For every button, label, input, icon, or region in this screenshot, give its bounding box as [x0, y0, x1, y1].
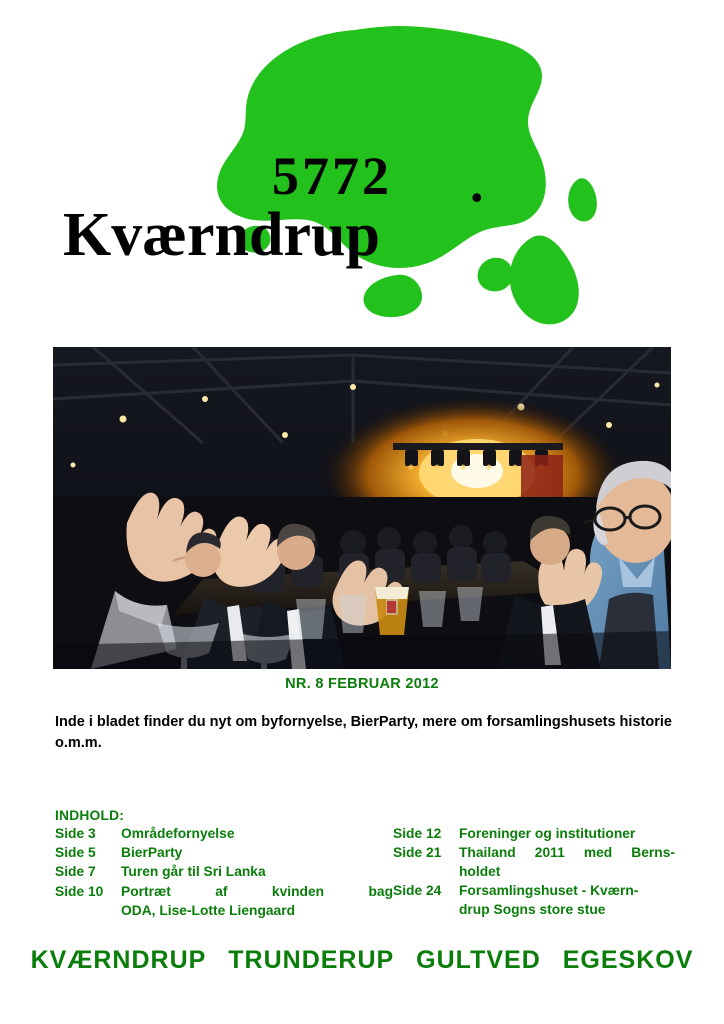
cover-photo: [53, 347, 671, 669]
issue-line: NR. 8 FEBRUAR 2012: [285, 676, 439, 692]
footer-town: GULTVED: [416, 946, 541, 974]
toc-page-number: Side 21: [393, 845, 442, 861]
toc-page-number: Side 3: [55, 826, 96, 841]
toc-entry-title: [459, 844, 675, 862]
contents-right-column: [393, 825, 675, 920]
toc-entry-title: [121, 883, 393, 901]
toc-entry-title: BierParty: [121, 845, 183, 861]
list-item[interactable]: [393, 844, 675, 862]
toc-entry-title-line1: Portræt af kvinden bag: [121, 883, 393, 899]
toc-page-number: Side 5: [55, 845, 96, 861]
logo-separator-dot: .: [470, 153, 484, 213]
toc-entry-title-line2: ODA, Lise-Lotte Liengaard: [121, 902, 296, 918]
toc-page-number: Side 7: [55, 864, 96, 880]
toc-entry-title: Turen går til Sri Lanka: [121, 864, 266, 880]
funen-island-shape: [0, 0, 724, 340]
list-item[interactable]: [55, 883, 393, 901]
list-item[interactable]: [393, 882, 675, 900]
toc-entry-title: Foreninger og institutioner: [459, 826, 636, 841]
toc-entry-title: Områdefornyelse: [121, 826, 235, 841]
logo-town-name: Kværndrup: [63, 201, 380, 269]
contents-title: INDHOLD:: [55, 808, 125, 823]
footer-town: TRUNDERUP: [228, 946, 395, 974]
contents-section: [55, 808, 675, 920]
toc-page-number: Side 12: [393, 826, 442, 841]
list-item[interactable]: [393, 825, 675, 843]
masthead: [0, 0, 724, 340]
toc-entry-title: Forsamlingshuset - Kværn-: [459, 882, 639, 898]
toc-page-number: Side 10: [55, 883, 104, 899]
toc-entry-title-line2: drup Sogns store stue: [459, 901, 606, 917]
footer-town: EGESKOV: [562, 946, 694, 974]
logo-postal-code: 5772: [272, 146, 392, 206]
teaser-text: Inde i bladet finder du nyt om byfornyelse, BierParty, mere om forsamlingshusets historie o.m.m.: [55, 714, 672, 752]
cover-photo-image: [53, 347, 671, 669]
list-item[interactable]: [55, 863, 393, 881]
footer-town-list: [0, 946, 724, 975]
list-item[interactable]: [55, 844, 393, 862]
list-item[interactable]: [55, 825, 393, 843]
footer-town: KVÆRNDRUP: [30, 946, 207, 974]
toc-entry-title-line2: holdet: [459, 864, 501, 880]
toc-page-number: Side 24: [393, 882, 442, 898]
contents-columns: [55, 825, 675, 920]
contents-left-column: [55, 825, 393, 920]
toc-entry-title-line1: Thailand 2011 med Berns-: [459, 845, 675, 861]
